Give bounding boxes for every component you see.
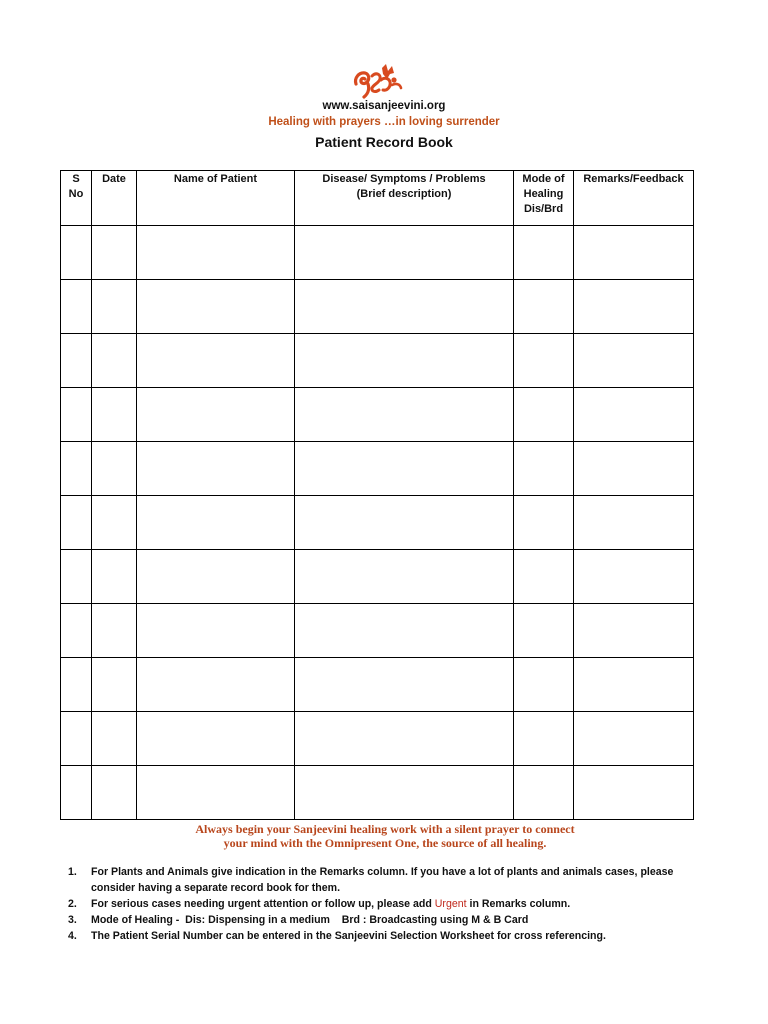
header-mode-line1: Mode of: [522, 173, 565, 185]
instruction-item: [60, 912, 720, 928]
cell-date[interactable]: [92, 550, 137, 604]
cell-date[interactable]: [92, 388, 137, 442]
prayer-line-1: Always begin your Sanjeevini healing work with a silent prayer to connect: [195, 822, 575, 836]
cell-mode[interactable]: [514, 712, 574, 766]
cell-sno[interactable]: [61, 550, 92, 604]
instruction-item: [60, 928, 720, 944]
cell-date[interactable]: [92, 442, 137, 496]
table-row: [61, 388, 694, 442]
table-body: [61, 226, 694, 820]
cell-name[interactable]: [137, 496, 295, 550]
table-row: [61, 766, 694, 820]
cell-remarks[interactable]: [574, 550, 694, 604]
cell-name[interactable]: [137, 226, 295, 280]
cell-date[interactable]: [92, 658, 137, 712]
header-name-label: Name of Patient: [173, 173, 258, 185]
cell-sno[interactable]: [61, 658, 92, 712]
cell-remarks[interactable]: [574, 604, 694, 658]
table-row: [61, 550, 694, 604]
cell-disease[interactable]: [295, 766, 514, 820]
cell-name[interactable]: [137, 550, 295, 604]
header-s-no-line1: S: [72, 173, 80, 185]
cell-mode[interactable]: [514, 388, 574, 442]
header-mode-line2: Healing: [523, 188, 564, 200]
cell-remarks[interactable]: [574, 766, 694, 820]
cell-disease[interactable]: [295, 334, 514, 388]
cell-mode[interactable]: [514, 496, 574, 550]
cell-remarks[interactable]: [574, 712, 694, 766]
cell-date[interactable]: [92, 604, 137, 658]
cell-remarks[interactable]: [574, 496, 694, 550]
cell-disease[interactable]: [295, 550, 514, 604]
header-disease-line1: Disease/ Symptoms / Problems: [322, 173, 486, 185]
prayer-line-2: your mind with the Omnipresent One, the source of all healing.: [223, 836, 547, 850]
cell-disease[interactable]: [295, 496, 514, 550]
patient-record-table: [60, 170, 694, 820]
table-row: [61, 280, 694, 334]
cell-disease[interactable]: [295, 280, 514, 334]
header-disease: [295, 171, 514, 226]
header-date-label: Date: [102, 173, 126, 185]
cell-name[interactable]: [137, 388, 295, 442]
table-row: [61, 604, 694, 658]
tagline: Healing with prayers …in loving surrender: [268, 116, 500, 128]
table-row: [61, 226, 694, 280]
table-header-row: [61, 171, 694, 226]
header-s-no-line2: No: [68, 188, 84, 200]
instruction-item: [60, 896, 720, 912]
cell-name[interactable]: [137, 766, 295, 820]
instruction-number: 1.: [68, 866, 77, 878]
header-name-of-patient: [137, 171, 295, 226]
instruction-text: For serious cases needing urgent attention or follow up, please add: [91, 898, 435, 910]
cell-remarks[interactable]: [574, 442, 694, 496]
header-remarks: [574, 171, 694, 226]
cell-date[interactable]: [92, 226, 137, 280]
instruction-number: 4.: [68, 930, 77, 942]
cell-name[interactable]: [137, 442, 295, 496]
cell-sno[interactable]: [61, 442, 92, 496]
prayer-note: [160, 822, 610, 850]
header-remarks-label: Remarks/Feedback: [583, 173, 684, 185]
instruction-item: [60, 864, 720, 896]
cell-sno[interactable]: [61, 496, 92, 550]
page-title: Patient Record Book: [315, 134, 453, 150]
cell-mode[interactable]: [514, 766, 574, 820]
header-mode-line3: Dis/Brd: [523, 203, 564, 215]
cell-name[interactable]: [137, 658, 295, 712]
cell-name[interactable]: [137, 334, 295, 388]
instruction-number: 3.: [68, 914, 77, 926]
cell-disease[interactable]: [295, 388, 514, 442]
cell-remarks[interactable]: [574, 280, 694, 334]
cell-name[interactable]: [137, 604, 295, 658]
cell-date[interactable]: [92, 334, 137, 388]
cell-remarks[interactable]: [574, 334, 694, 388]
cell-disease[interactable]: [295, 226, 514, 280]
website-url[interactable]: www.saisanjeevini.org: [322, 100, 446, 112]
cell-disease[interactable]: [295, 442, 514, 496]
cell-remarks[interactable]: [574, 226, 694, 280]
cell-sno[interactable]: [61, 604, 92, 658]
instruction-text-end: in Remarks column.: [466, 898, 571, 910]
cell-date[interactable]: [92, 280, 137, 334]
sanjeevini-logo: [350, 60, 416, 102]
header-s-no: [61, 171, 92, 226]
table-row: [61, 712, 694, 766]
header-date: [92, 171, 137, 226]
cell-sno[interactable]: [61, 388, 92, 442]
cell-mode[interactable]: [514, 226, 574, 280]
cell-date[interactable]: [92, 766, 137, 820]
cell-sno[interactable]: [61, 226, 92, 280]
cell-disease[interactable]: [295, 658, 514, 712]
cell-mode[interactable]: [514, 604, 574, 658]
cell-sno[interactable]: [61, 334, 92, 388]
cell-disease[interactable]: [295, 712, 514, 766]
table-row: [61, 442, 694, 496]
header-mode-of-healing: [514, 171, 574, 226]
cell-mode[interactable]: [514, 550, 574, 604]
instruction-text: Mode of Healing - Dis: Dispensing in a medium Brd : Broadcasting using M & B Card: [91, 914, 529, 926]
cell-sno[interactable]: [61, 766, 92, 820]
cell-mode[interactable]: [514, 658, 574, 712]
instructions-list: [60, 864, 720, 944]
table-row: [61, 334, 694, 388]
instruction-text: For Plants and Animals give indication in the Remarks column. If you have a lot of plants and animals cases, please consider having a separate record book for them.: [91, 866, 674, 894]
header-disease-line2: (Brief description): [356, 188, 452, 200]
table-row: [61, 658, 694, 712]
table-row: [61, 496, 694, 550]
instruction-text: The Patient Serial Number can be entered in the Sanjeevini Selection Worksheet for cross referencing.: [91, 930, 606, 942]
instruction-number: 2.: [68, 898, 77, 910]
cell-sno[interactable]: [61, 280, 92, 334]
cell-sno[interactable]: [61, 712, 92, 766]
cell-mode[interactable]: [514, 334, 574, 388]
cell-disease[interactable]: [295, 604, 514, 658]
cell-date[interactable]: [92, 712, 137, 766]
cell-mode[interactable]: [514, 442, 574, 496]
cell-remarks[interactable]: [574, 388, 694, 442]
cell-name[interactable]: [137, 712, 295, 766]
urgent-keyword: Urgent: [434, 898, 467, 910]
cell-remarks[interactable]: [574, 658, 694, 712]
cell-date[interactable]: [92, 496, 137, 550]
cell-mode[interactable]: [514, 280, 574, 334]
cell-name[interactable]: [137, 280, 295, 334]
